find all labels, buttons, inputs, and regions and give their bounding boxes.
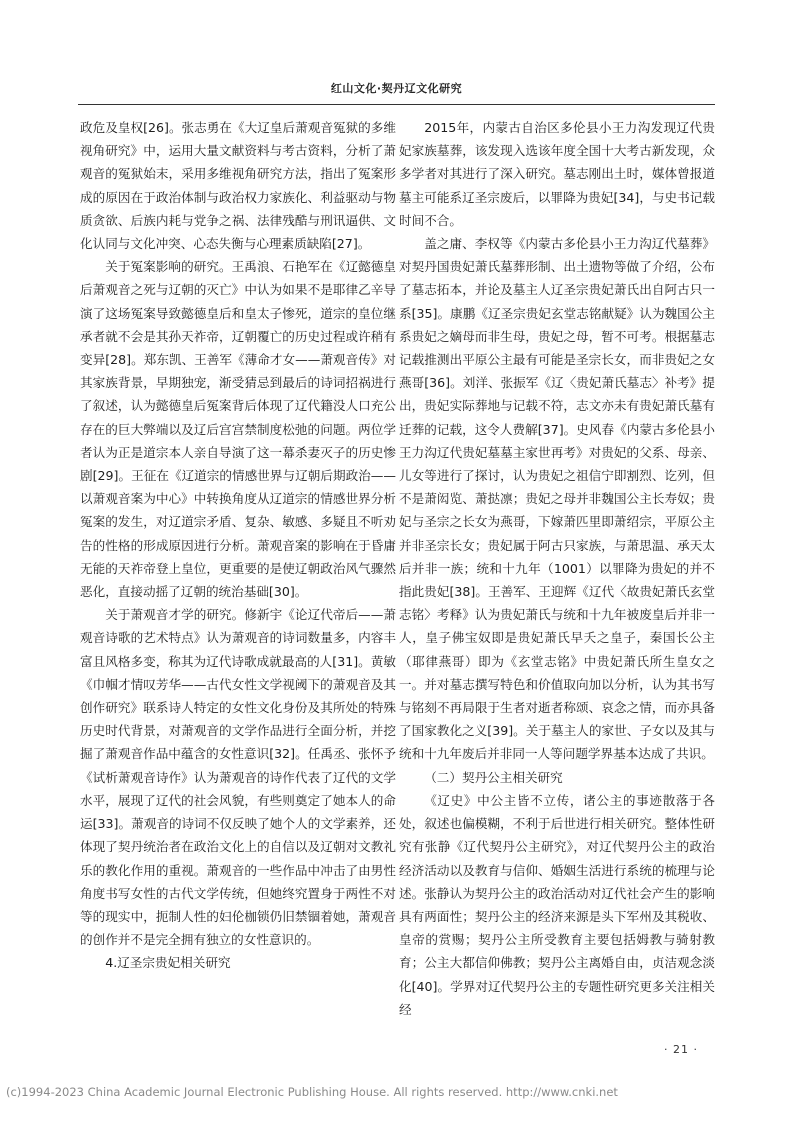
page-number: · 21 · [664,1043,698,1056]
right-paragraph-1: 2015年，内蒙古自治区多伦县小王力沟发现辽代贵妃家族墓葬，该发现入选该年度全国十大考古新发现，众多学者对其进行了深入研究。墓志刚出土时，媒体曾报道墓主可能系辽圣宗废后，以罪降为贵妃[34]，与史书记载时间不合。 [399,120,715,228]
header-rule [78,104,715,105]
left-column [80,116,396,975]
copyright-notice: (c)1994-2023 China Academic Journal Electronic Publishing House. All rights reserved. http://www.cnki.net [6,1085,618,1099]
right-column [399,116,715,1021]
right-paragraph-2: 盖之庸、李权等《内蒙古多伦县小王力沟辽代墓葬》对契丹国贵妃萧氏墓葬形制、出土遗物等做了介绍，公布了墓志拓本，并论及墓主人辽圣宗贵妃萧氏出自阿古只一系[35]。康鹏《辽圣宗贵妃玄堂志铭献疑》认为魏国公主系贵妃之嫡母而非生母，贵妃之母，暂不可考。根据墓志记载推测出平原公主最有可能是圣宗长女，而非贵妃之女燕哥[36]。刘洋、张振军《辽〈贵妃萧氏墓志〉补考》提出，贵妃实际葬地与记载不符，志文亦未有贵妃萧氏墓有迁葬的记载，这令人费解[37]。史风春《内蒙古多伦县小王力沟辽代贵妃墓墓主家世再考》对贵妃的父系、母亲、儿女等进行了探讨，认为贵妃之祖信宁即割烈、讫列，但不是萧闳览、萧挞凛；贵妃之母并非魏国公主长寿奴；贵妃与圣宗之长女为燕哥，下嫁萧匹里即萧绍宗，平原公主并非圣宗长女；贵妃属于阿古只家族，与萧思温、承天太后并非一族；统和十九年（1001）以罪降为贵妃的并不指此贵妃[38]。王善军、王迎辉《辽代〈故贵妃萧氏玄堂志铭〉考释》认为贵妃萧氏与统和十九年被废皇后并非一人，皇子佛宝奴即是贵妃萧氏早夭之皇子，秦国长公主（耶律燕哥）即为《玄堂志铭》中贵妃萧氏所生皇女之一。并对墓志撰写特色和价值取向加以分析，认为其书写与铭刻不再局限于生者对逝者称颂、哀念之情，而亦具备了国家教化之义[39]。关于墓主人的家世、子女以及其与统和十九年废后并非同一人等问题学界基本达成了共识。 [399,236,715,762]
left-paragraph-1: 政危及皇权[26]。张志勇在《大辽皇后萧观音冤狱的多维视角研究》中，运用大量文献资料与考古资料，分析了萧观音的冤狱始末，采用多维视角研究方法，指出了冤案形成的原因在于政治体制与政治权力家族化、利益驱动与物质贪欲、后族内耗与党争之祸、法律残酷与刑讯逼供、文化认同与文化冲突、心态失衡与心理素质缺陷[27]。 [80,120,396,252]
right-paragraph-3: 《辽史》中公主皆不立传，诸公主的事迹散落于各处，叙述也偏模糊，不利于后世进行相关研究。整体性研究有张静《辽代契丹公主研究》，对辽代契丹公主的政治经济活动以及教育与信仰、婚姻生活进行系统的梳理与论述。张静认为契丹公主的政治活动对辽代社会产生的影响具有两面性；契丹公主的经济来源是头下军州及其税收、皇帝的赏赐；契丹公主所受教育主要包括姆教与骑射教育；公主大都信仰佛教；契丹公主离婚自由，贞洁观念淡化[40]。学界对辽代契丹公主的专题性研究更多关注相关经 [399,792,715,1017]
left-paragraph-2: 关于冤案影响的研究。王禹浪、石艳军在《辽懿德皇后萧观音之死与辽朝的灭亡》中认为如果不是耶律乙辛导演了这场冤案导致懿德皇后和皇太子惨死，道宗的皇位继承者就不会是其孙天祚帝，辽朝覆亡的历史过程或许稍有变异[28]。郑东凯、王善军《薄命才女——萧观音传》对其家族背景，早期独宠，渐受猜忌到最后的诗词招祸进行了叙述，认为懿德皇后冤案背后体现了辽代籍没人口充公存在的巨大弊端以及辽后宫宫禁制度松弛的问题。两位学者认为正是道宗本人亲自导演了这一幕杀妻灭子的历史惨剧[29]。王征在《辽道宗的情感世界与辽朝后期政治——以萧观音案为中心》中转换角度从辽道宗的情感世界分析冤案的发生，对辽道宗矛盾、复杂、敏感、多疑且不听劝告的性格的形成原因进行分析。萧观音案的影响在于昏庸无能的天祚帝登上皇位，更重要的是使辽朝政治风气骤然恶化，直接动摇了辽朝的统治基础[30]。 [80,259,396,600]
section-heading-4: 4.辽圣宗贵妃相关研究 [105,955,231,971]
running-header-title: 红山文化·契丹辽文化研究 [330,82,463,95]
section-heading-khitan-princess: （二）契丹公主相关研究 [424,769,563,785]
left-paragraph-3: 关于萧观音才学的研究。修新宇《论辽代帝后——萧观音诗歌的艺术特点》认为萧观音的诗词数量多，内容丰富且风格多变，称其为辽代诗歌成就最高的人[31]。黄敏《巾帼才情叹芳华——古代女性文学视阈下的萧观音及其创作研究》联系诗人特定的女性文化身份及其所处的特殊历史时代背景，对萧观音的文学作品进行全面分析，并挖掘了萧观音作品中蕴含的女性意识[32]。任禹丞、张怀予《试析萧观音诗作》认为萧观音的诗作代表了辽代的文学水平，展现了辽代的社会风貌，有些则奠定了她本人的命运[33]。萧观音的诗词不仅反映了她个人的文学素养，还体现了契丹统治者在政治文化上的自信以及辽朝对文教礼乐的教化作用的重视。萧观音的一些作品中冲击了由男性角度书写女性的古代文学传统，但她终究置身于两性不对等的现实中，扼制人性的妇伦枷锁仍旧禁锢着她，萧观音的创作并不是完全拥有独立的女性意识的。 [80,607,396,948]
